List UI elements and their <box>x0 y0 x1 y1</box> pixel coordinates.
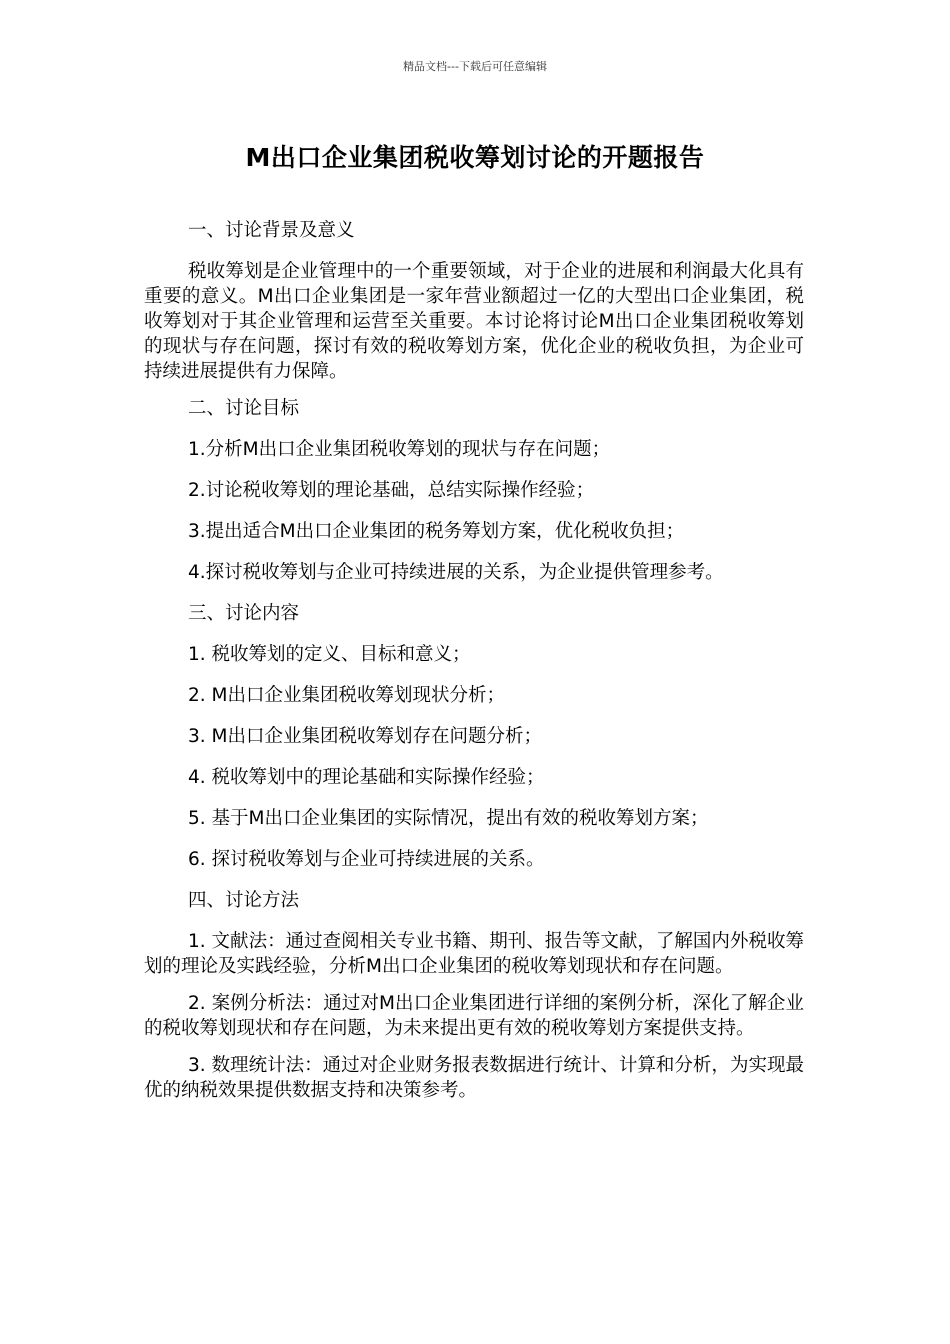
document-body <box>144 218 804 1115</box>
section-heading-methods: 四、讨论方法 <box>188 890 300 911</box>
method-item: 2. 案例分析法：通过对M出口企业集团进行详细的案例分析，深化了解企业的税收筹划现状和存在问题，为未来提出更有效的税收筹划方案提供支持。 <box>144 993 804 1039</box>
header-note: 精品文档---下载后可任意编辑 <box>403 60 547 73</box>
method-item: 1. 文献法：通过查阅相关专业书籍、期刊、报告等文献，了解国内外税收筹划的理论及实践经验，分析M出口企业集团的税收筹划现状和存在问题。 <box>144 931 804 977</box>
section-heading-content: 三、讨论内容 <box>188 603 300 624</box>
section-heading-goals: 二、讨论目标 <box>188 398 300 419</box>
goal-item: 1.分析M出口企业集团税收筹划的现状与存在问题； <box>188 439 611 460</box>
method-item: 3. 数理统计法：通过对企业财务报表数据进行统计、计算和分析，为实现最优的纳税效果提供数据支持和决策参考。 <box>144 1055 804 1101</box>
content-item: 2. M出口企业集团税收筹划现状分析； <box>188 685 505 706</box>
content-item: 1. 税收筹划的定义、目标和意义； <box>188 644 471 665</box>
paragraph-background: 税收筹划是企业管理中的一个重要领域，对于企业的进展和利润最大化具有重要的意义。M出口企业集团是一家年营业额超过一亿的大型出口企业集团，税收筹划对于其企业管理和运营至关重要。本讨论将讨论M出口企业集团税收筹划的现状与存在问题，探讨有效的税收筹划方案，优化企业的税收负担，为企业可持续进展提供有力保障。 <box>144 261 804 382</box>
document-title: M出口企业集团税收筹划讨论的开题报告 <box>245 143 705 172</box>
goal-item: 2.讨论税收筹划的理论基础，总结实际操作经验； <box>188 480 595 501</box>
content-item: 4. 税收筹划中的理论基础和实际操作经验； <box>188 767 545 788</box>
goal-item: 4.探讨税收筹划与企业可持续进展的关系，为企业提供管理参考。 <box>188 562 724 583</box>
content-item: 5. 基于M出口企业集团的实际情况，提出有效的税收筹划方案； <box>188 808 709 829</box>
content-item: 3. M出口企业集团税收筹划存在问题分析； <box>188 726 542 747</box>
section-heading-background: 一、讨论背景及意义 <box>188 220 355 241</box>
goal-item: 3.提出适合M出口企业集团的税务筹划方案，优化税收负担； <box>188 521 685 542</box>
content-item: 6. 探讨税收筹划与企业可持续进展的关系。 <box>188 849 545 870</box>
